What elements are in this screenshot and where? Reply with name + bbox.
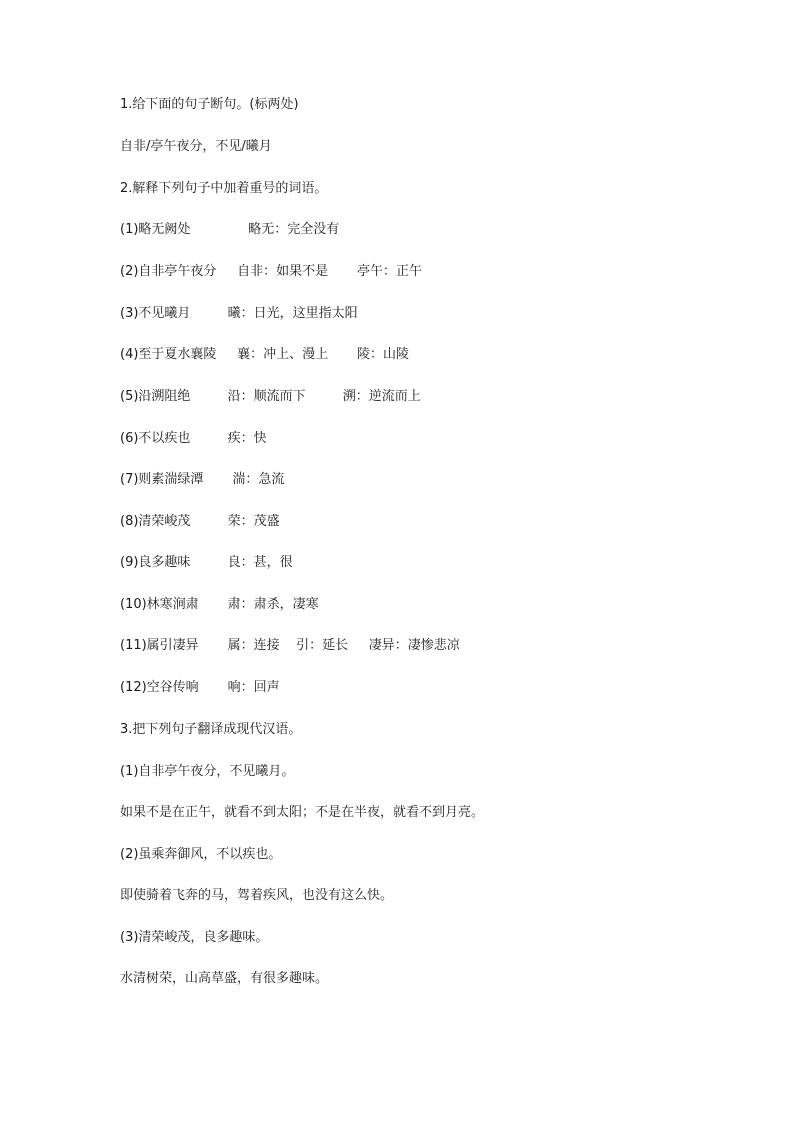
vocab-item-11: (11)属引凄异 属：连接 引：延长 凄异：凄惨悲凉 (120, 638, 460, 653)
question-1-answer: 自非/亭午夜分，不见/曦月 (120, 139, 272, 154)
vocab-item-6: (6)不以疾也 疾：快 (120, 431, 267, 446)
vocab-item-5: (5)沿溯阻绝 沿：顺流而下 溯：逆流而上 (120, 389, 421, 404)
vocab-item-3: (3)不见曦月 曦：日光，这里指太阳 (120, 306, 358, 321)
vocab-item-7: (7)则素湍绿潭 湍：急流 (120, 472, 285, 487)
question-1-heading: 1.给下面的句子断句。(标两处) (120, 97, 299, 112)
translation-answer-2: 即使骑着飞奔的马，驾着疾风，也没有这么快。 (120, 888, 394, 903)
translation-answer-1: 如果不是在正午，就看不到太阳；不是在半夜，就看不到月亮。 (120, 805, 485, 820)
translation-source-2: (2)虽乘奔御风，不以疾也。 (120, 847, 282, 862)
translation-source-3: (3)清荣峻茂，良多趣味。 (120, 930, 269, 945)
vocab-item-8: (8)清荣峻茂 荣：茂盛 (120, 514, 280, 529)
vocab-item-4: (4)至于夏水襄陵 襄：冲上、漫上 陵：山陵 (120, 347, 410, 362)
translation-source-1: (1)自非亭午夜分，不见曦月。 (120, 764, 295, 779)
question-2-heading: 2.解释下列句子中加着重号的词语。 (120, 181, 328, 196)
vocab-item-9: (9)良多趣味 良：甚，很 (120, 555, 293, 570)
translation-answer-3: 水清树荣，山高草盛，有很多趣味。 (120, 971, 329, 986)
question-3-heading: 3.把下列句子翻译成现代汉语。 (120, 722, 302, 737)
vocab-item-2: (2)自非亭午夜分 自非：如果不是 亭午：正午 (120, 264, 423, 279)
vocab-item-12: (12)空谷传响 响：回声 (120, 680, 280, 695)
vocab-item-10: (10)林寒涧肃 肃：肃杀，凄寒 (120, 597, 319, 612)
vocab-item-1: (1)略无阙处 略无：完全没有 (120, 222, 340, 237)
